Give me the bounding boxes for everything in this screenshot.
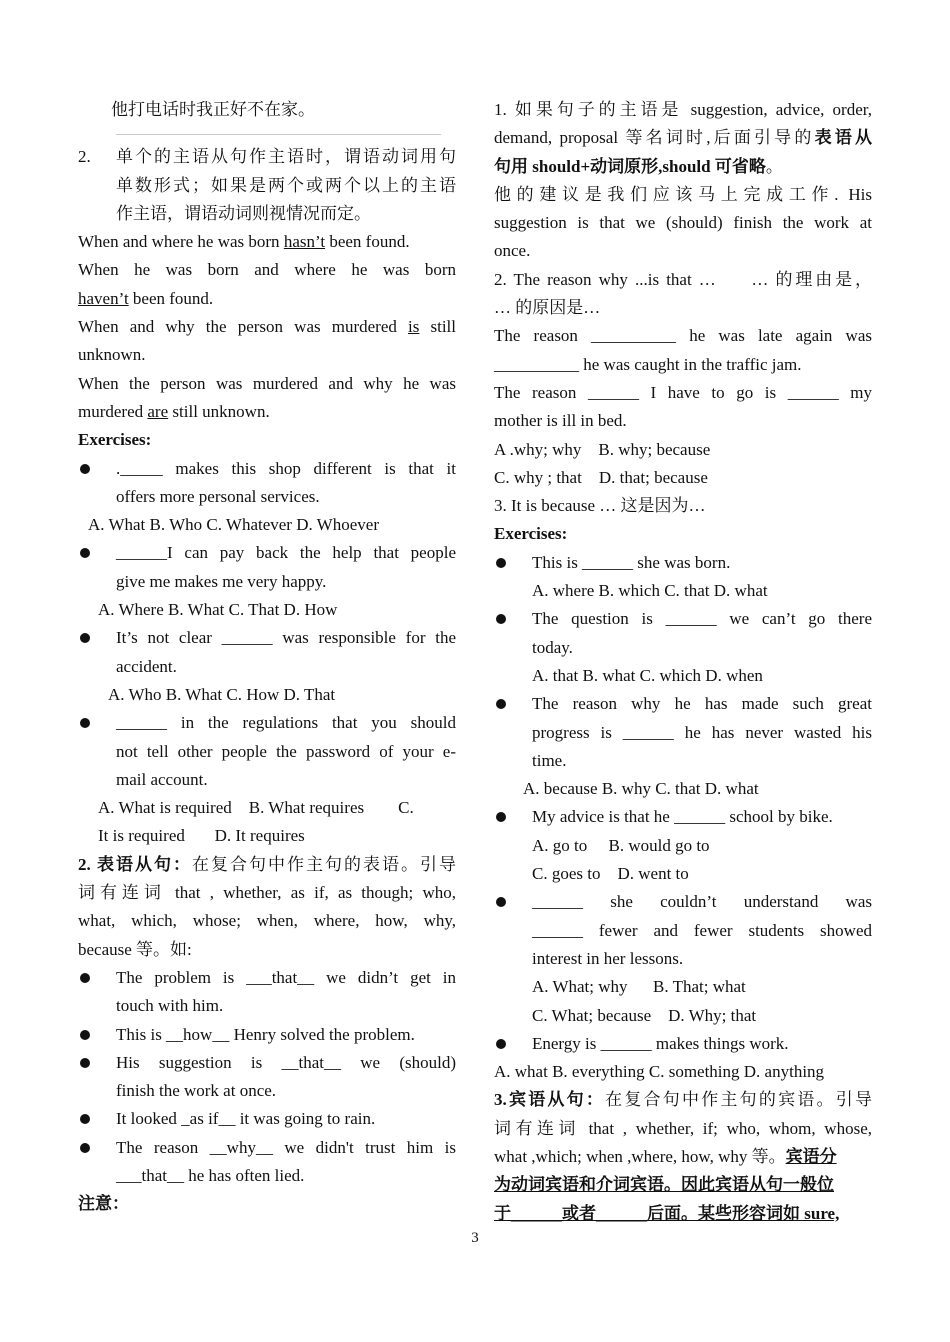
text-line: 他打电话时我正好不在家。 (111, 100, 315, 119)
item-number: 2. (78, 147, 91, 167)
text-line: ______ fewer and fewer students showed (532, 920, 872, 940)
divider (116, 134, 441, 135)
text-line: It looked _as if__ it was going to rain. (116, 1109, 376, 1129)
text-line: 词有连词 that , whether, as if, as though; who, (78, 883, 456, 903)
text-line: 3. It is because … 这是因为… (494, 496, 706, 516)
text-line: ______ she couldn’t understand was (532, 892, 872, 912)
answer-options: A. What B. Who C. Whatever D. Whoever (88, 515, 379, 535)
text-line: offers more personal services. (116, 486, 320, 506)
text-line: touch with him. (116, 996, 224, 1016)
answer-options: A. what B. everything C. something D. anything (494, 1062, 825, 1082)
text-line: The reason __why__ we didn't trust him is (116, 1137, 456, 1157)
answer-options: C. What; because D. Why; that (532, 1005, 757, 1025)
exercise-item (494, 803, 872, 888)
example-item (78, 1105, 456, 1133)
exercise-item (494, 1030, 872, 1058)
exercise-item (78, 624, 456, 681)
text-segment: been found. (128, 288, 214, 308)
text-line (494, 1143, 872, 1171)
text-line: mother is ill in bed. (494, 411, 627, 431)
bullet-icon (80, 1058, 90, 1068)
text-line: progress is ______ he has never wasted his (532, 722, 872, 742)
example-sentence (78, 398, 456, 426)
bullet-icon (80, 464, 90, 474)
text-line: ._____ makes this shop different is that it (116, 458, 456, 478)
bullet-icon (80, 1030, 90, 1040)
bold-text: 句用 should+动词原形,should 可省略 (494, 156, 766, 176)
text-line: My advice is that he ______ school by bike. (532, 807, 833, 827)
exercise-item (78, 709, 456, 794)
text-line: The reason __________ he was late again was (494, 326, 872, 346)
answer-options: C. why ; that D. that; because (494, 467, 708, 487)
text-line: accident. (116, 656, 177, 676)
text-line: The question is ______ we can’t go there (532, 609, 872, 629)
example-sentence: When the person was murdered and why he was (78, 373, 456, 393)
left-column (78, 96, 456, 1219)
exercise-item (494, 888, 872, 1029)
text-line: 作主语，谓语动词则视情况而定。 (116, 203, 371, 223)
text-line: 单个的主语从句作主语时，谓语动词用句 (116, 147, 456, 167)
text-line: 1. 如果句子的主语是 suggestion, advice, order, (494, 100, 872, 119)
answer-options: A. Who B. What C. How D. That (108, 684, 336, 704)
text-line: finish the work at once. (116, 1081, 277, 1101)
text-line: interest in her lessons. (532, 948, 684, 968)
exercise-item (494, 549, 872, 606)
bullet-icon (496, 614, 506, 624)
answer-options: A .why; why B. why; because (494, 439, 711, 459)
text-line: ______I can pay back the help that people (116, 543, 456, 563)
answer-options: It is required D. It requires (98, 826, 305, 846)
example-sentence (78, 313, 456, 341)
example-sentence (78, 228, 456, 256)
text-line: once. (494, 241, 531, 261)
text-line: suggestion is that we (should) finish the work at (494, 213, 872, 233)
example-sentence (78, 285, 456, 313)
text-segment: 。 (765, 156, 783, 176)
bullet-icon (496, 897, 506, 907)
answer-options: C. goes to D. went to (532, 864, 689, 884)
text-segment: still (419, 317, 457, 337)
exercises-heading: Exercises: (494, 524, 568, 544)
numbered-item (78, 143, 456, 228)
text-line: mail account. (116, 769, 208, 789)
exercise-item (78, 455, 456, 512)
text-segment: When and where he was born (78, 232, 284, 252)
exercise-item (494, 605, 872, 690)
emphasized-text: 于______或者______后面。某些形容词如 sure, (494, 1203, 840, 1223)
text-line: This is ______ she was born. (532, 552, 731, 572)
bullet-icon (496, 699, 506, 709)
text-line: 2. The reason why ...is that … … 的理由是， (494, 269, 872, 289)
text-line: The reason why he has made such great (532, 694, 872, 714)
answer-options: A. go to B. would go to (532, 835, 710, 855)
text-line: what, which, whose; when, where, how, why, (78, 911, 456, 931)
text-line: 单数形式；如果是两个或两个以上的主语 (116, 175, 456, 195)
emphasized-text: 为动词宾语和介词宾语。因此宾语从句一般位 (494, 1175, 834, 1195)
section-title: 2. 表语从句： (78, 854, 192, 874)
underlined-verb: hasn’t (283, 232, 326, 252)
text-segment: demand, proposal 等名词时,后面引导的 (494, 128, 815, 148)
text-line: … 的原因是… (494, 298, 601, 318)
text-line: It’s not clear ______ was responsible for the (116, 628, 456, 648)
bold-text: 表语从 (814, 128, 873, 148)
exercise-item (494, 690, 872, 775)
bullet-icon (496, 1039, 506, 1049)
underlined-verb: are (147, 401, 169, 421)
answer-options: A. because B. why C. that D. what (523, 779, 759, 799)
underlined-verb: is (408, 317, 420, 337)
underlined-verb: haven’t (78, 288, 129, 308)
text-line: The reason ______ I have to go is ______ my (494, 382, 872, 402)
text-line: because 等。如: (78, 939, 192, 959)
answer-options: A. What is required B. What requires C. (98, 798, 414, 818)
bullet-icon (80, 1143, 90, 1153)
text-line: ___that__ he has often lied. (116, 1165, 305, 1185)
bullet-icon (496, 812, 506, 822)
text-line (494, 124, 872, 152)
text-segment: still unknown. (168, 401, 270, 421)
bullet-icon (80, 718, 90, 728)
text-line: The problem is ___that__ we didn’t get in (116, 967, 456, 987)
bullet-icon (80, 633, 90, 643)
bullet-icon (80, 548, 90, 558)
text-segment: what ,which; when ,where, how, why 等。 (494, 1146, 786, 1166)
text-line: ______ in the regulations that you should (116, 713, 456, 733)
example-item (78, 1021, 456, 1049)
text-segment: 在复合句中作主句的宾语。引导 (605, 1090, 873, 1110)
exercise-item (78, 539, 456, 596)
answer-options: A. Where B. What C. That D. How (98, 600, 338, 620)
text-line: not tell other people the password of your e- (116, 741, 456, 761)
example-item (78, 1134, 456, 1191)
note-label: 注意： (78, 1194, 129, 1214)
section-title: 3.宾语从句： (494, 1090, 606, 1110)
text-segment: When and why the person was murdered (78, 317, 409, 337)
page-number: 3 (471, 1230, 479, 1246)
example-item (78, 1049, 456, 1106)
text-segment: 在复合句中作主句的表语。引导 (192, 854, 456, 874)
section-heading (494, 1086, 872, 1114)
text-line: 词有连词 that , whether, if; who, whom, whose, (494, 1118, 872, 1138)
example-sentence: When he was born and where he was born (78, 260, 456, 280)
emphasized-text: 宾语分 (785, 1146, 837, 1166)
answer-options: A. where B. which C. that D. what (532, 581, 768, 601)
right-column (494, 96, 872, 1228)
example-sentence: unknown. (78, 345, 146, 365)
text-line: time. (532, 750, 567, 770)
text-line (494, 153, 872, 181)
text-segment: been found. (325, 232, 410, 252)
answer-options: A. What; why B. That; what (532, 977, 746, 997)
text-line: His suggestion is __that__ we (should) (116, 1052, 456, 1072)
bullet-icon (80, 973, 90, 983)
bullet-icon (80, 1114, 90, 1124)
text-line: __________ he was caught in the traffic jam. (494, 354, 802, 374)
bullet-icon (496, 558, 506, 568)
text-line: Energy is ______ makes things work. (532, 1033, 789, 1053)
text-line: give me makes me very happy. (116, 571, 327, 591)
example-item (78, 964, 456, 1021)
text-line: This is __how__ Henry solved the problem. (116, 1024, 415, 1044)
answer-options: A. that B. what C. which D. when (532, 665, 763, 685)
exercises-heading: Exercises: (78, 430, 152, 450)
text-line: 他的建议是我们应该马上完成工作. His (494, 184, 872, 204)
section-heading (78, 851, 456, 879)
text-segment: murdered (78, 401, 148, 421)
text-line: today. (532, 637, 573, 657)
